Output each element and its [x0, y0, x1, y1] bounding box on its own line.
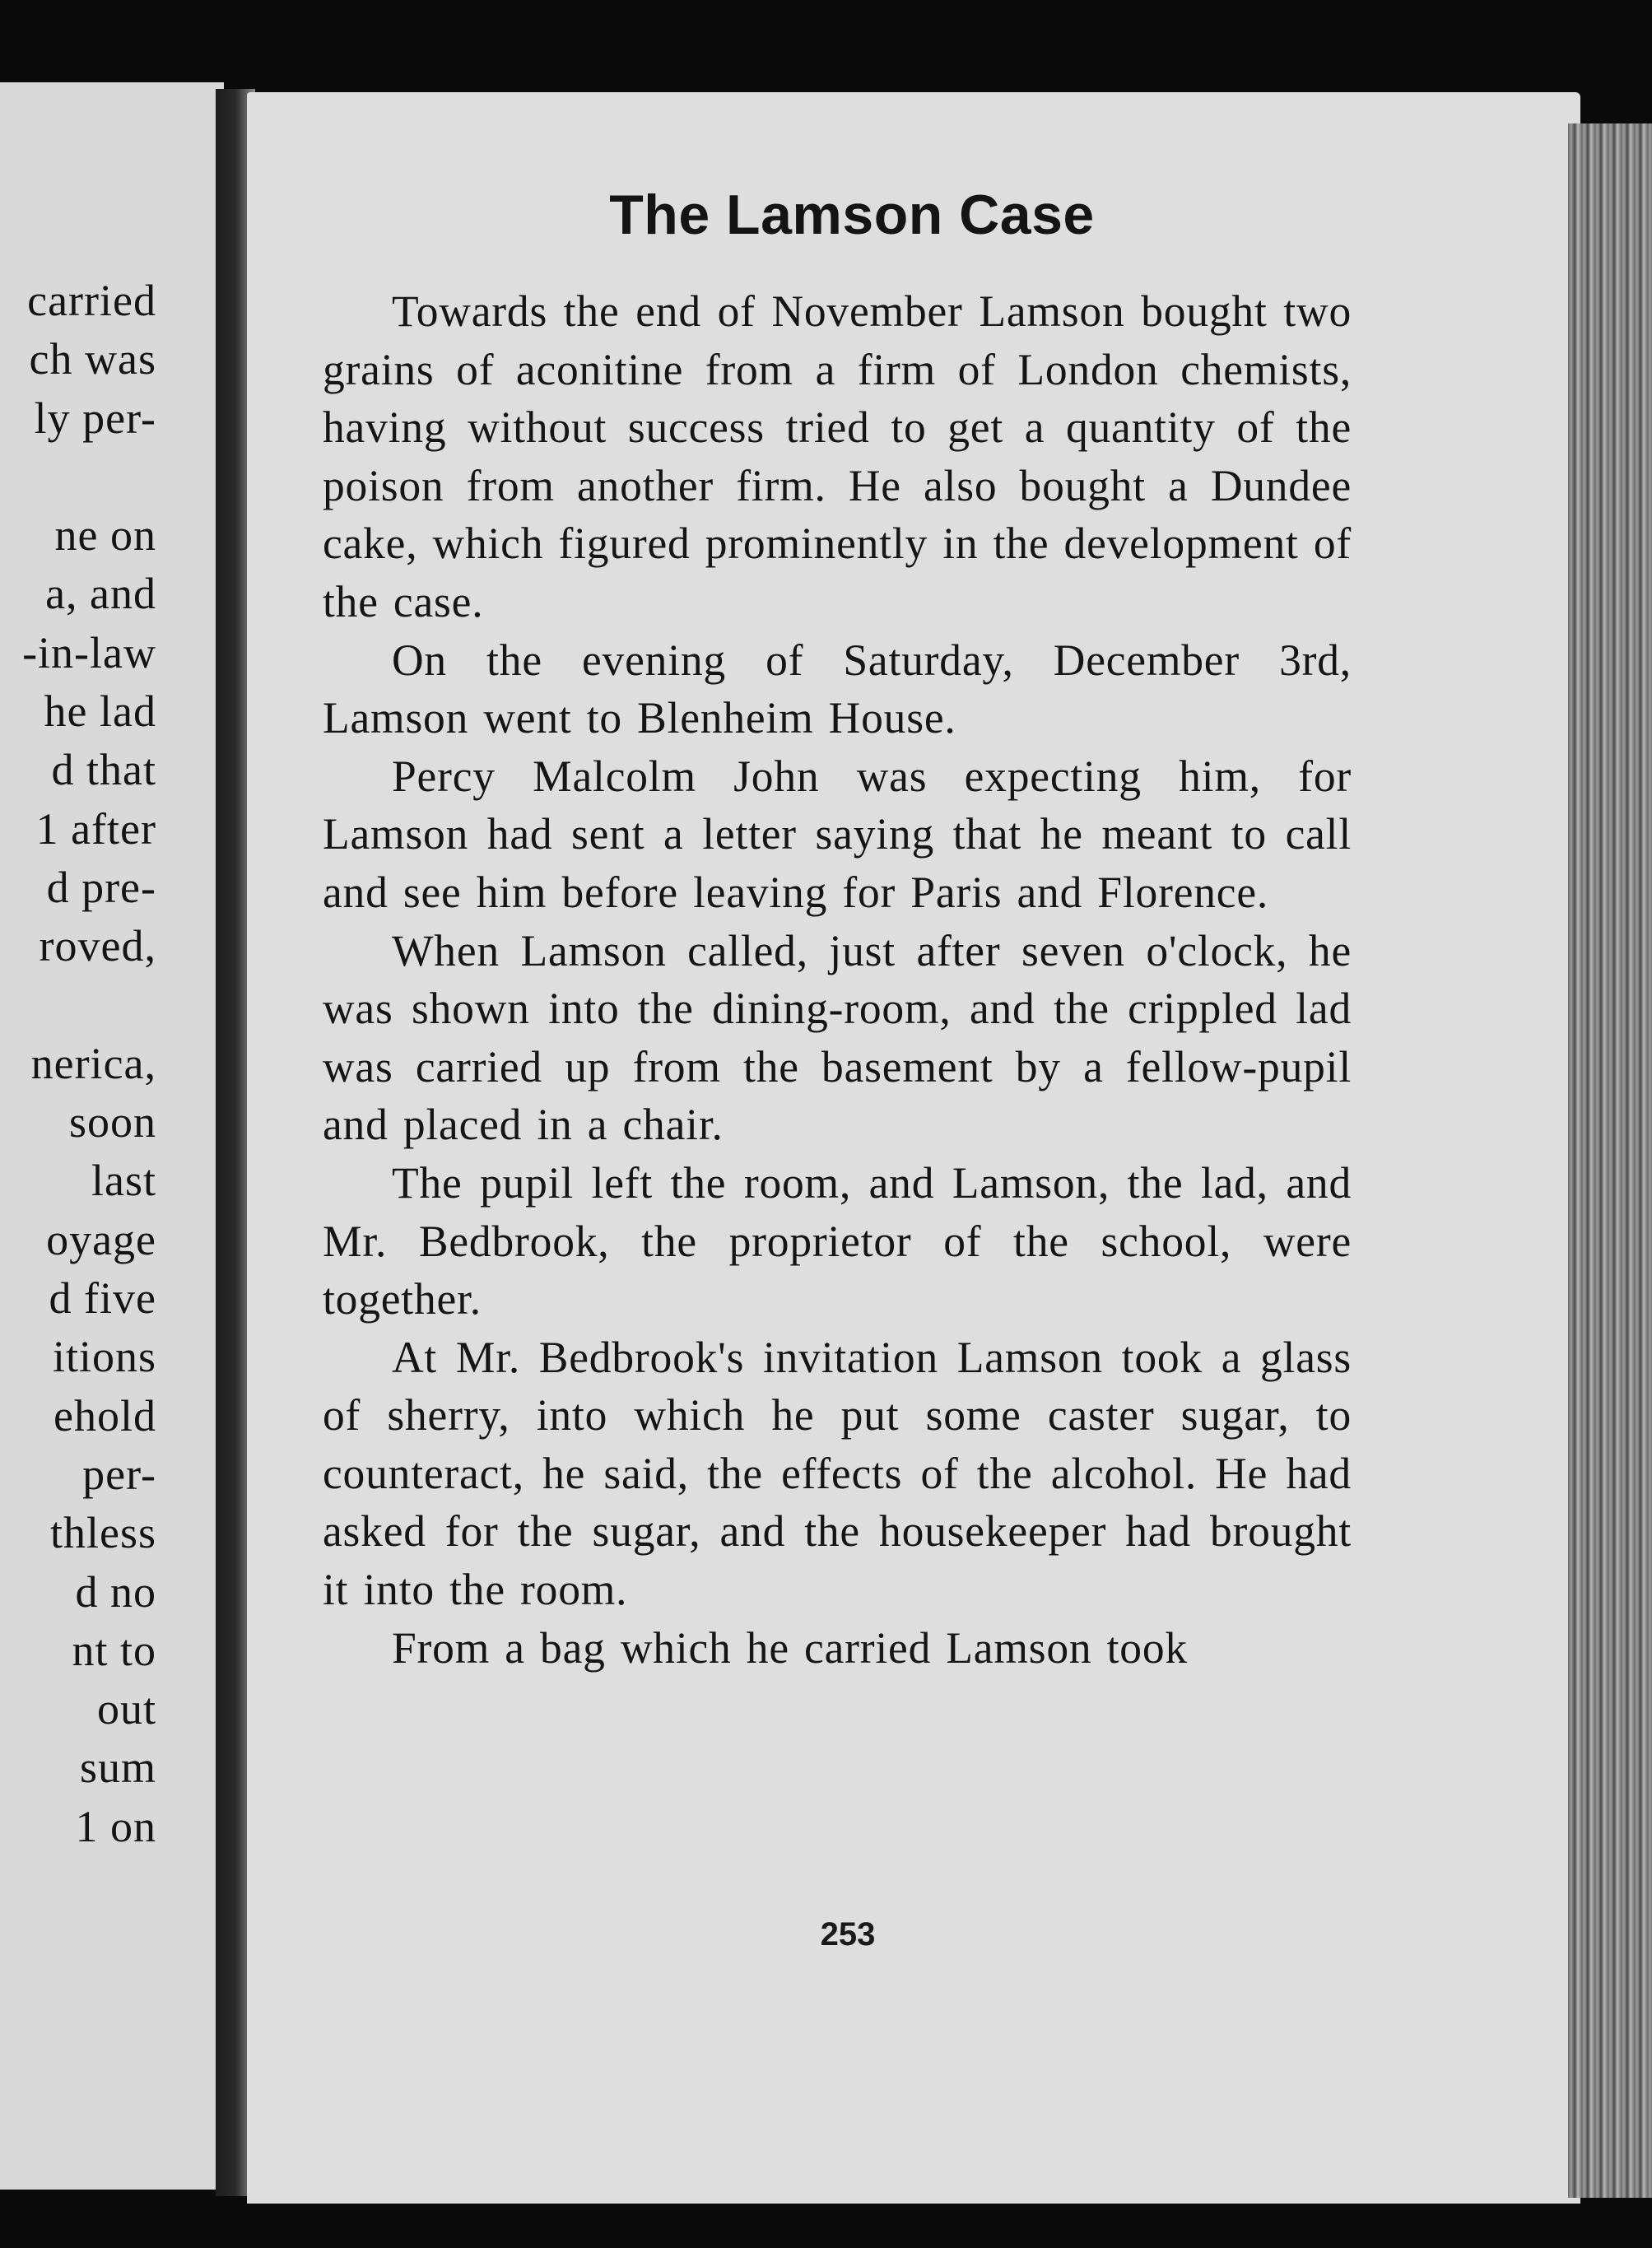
left-page-line: itions: [52, 1332, 156, 1382]
left-page-line: nt to: [72, 1625, 156, 1675]
left-page-line: a, and: [45, 569, 156, 619]
left-page-line: ne on: [54, 510, 156, 561]
left-page-line: d five: [49, 1273, 156, 1324]
left-page-line: [0, 448, 156, 506]
left-page-line: nerica,: [30, 1038, 156, 1088]
left-page-line: d that: [51, 745, 156, 795]
left-page-line: d pre-: [46, 862, 156, 912]
left-page-line: [0, 976, 156, 1035]
left-page-text: [0, 272, 156, 1856]
paragraph: The pupil left the room, and Lamson, the lad, and Mr. Bedbrook, the proprietor of the school, were together.: [323, 1157, 1352, 1324]
left-page-line: sum: [79, 1743, 156, 1793]
left-page-line: per-: [82, 1449, 156, 1499]
left-page-line: ehold: [54, 1390, 156, 1440]
paragraph: On the evening of Saturday, December 3rd, Lamson went to Blenheim House.: [323, 635, 1352, 743]
page-edge: [1568, 123, 1652, 2198]
paragraph: Towards the end of November Lamson bought two grains of aconitine from a firm of London chemists, having without success tried to get a quantity of the poison from another firm. He also bought a Dundee cake, which figured prominently in the development of the case.: [323, 286, 1352, 626]
body-text: [323, 282, 1352, 1677]
left-page: [0, 82, 224, 2190]
left-page-line: thless: [49, 1508, 156, 1558]
paragraph: From a bag which he carried Lamson took: [392, 1622, 1188, 1673]
left-page-line: out: [96, 1684, 156, 1734]
left-page-line: oyage: [46, 1214, 156, 1264]
paragraph: When Lamson called, just after seven o'clock, he was shown into the dining-room, and the crippled lad was carried up from the basement by a fellow-pupil and placed in a chair.: [323, 925, 1352, 1150]
page-title: The Lamson Case: [609, 184, 1095, 246]
left-page-line: 1 after: [35, 803, 156, 854]
paragraph: Percy Malcolm John was expecting him, for Lamson had sent a letter saying that he meant to call and see him before leaving for Paris and Florence.: [323, 751, 1352, 917]
left-page-line: d no: [75, 1566, 156, 1617]
left-page-line: ly per-: [34, 393, 156, 443]
left-page-line: roved,: [39, 921, 156, 971]
left-page-line: ch was: [29, 334, 156, 384]
page-number: 253: [820, 1916, 876, 1952]
left-page-line: carried: [27, 276, 156, 325]
left-page-line: soon: [68, 1097, 156, 1147]
left-page-line: -in-law: [22, 627, 156, 677]
left-page-line: he lad: [44, 687, 156, 737]
left-page-line: last: [91, 1156, 156, 1206]
paragraph: At Mr. Bedbrook's invitation Lamson took a glass of sherry, into which he put some caster sugar, to counteract, he said, the effects of the alcohol. He had asked for the sugar, and the housekeeper had brought it into the room.: [323, 1332, 1352, 1615]
left-page-line: 1 on: [75, 1801, 156, 1851]
